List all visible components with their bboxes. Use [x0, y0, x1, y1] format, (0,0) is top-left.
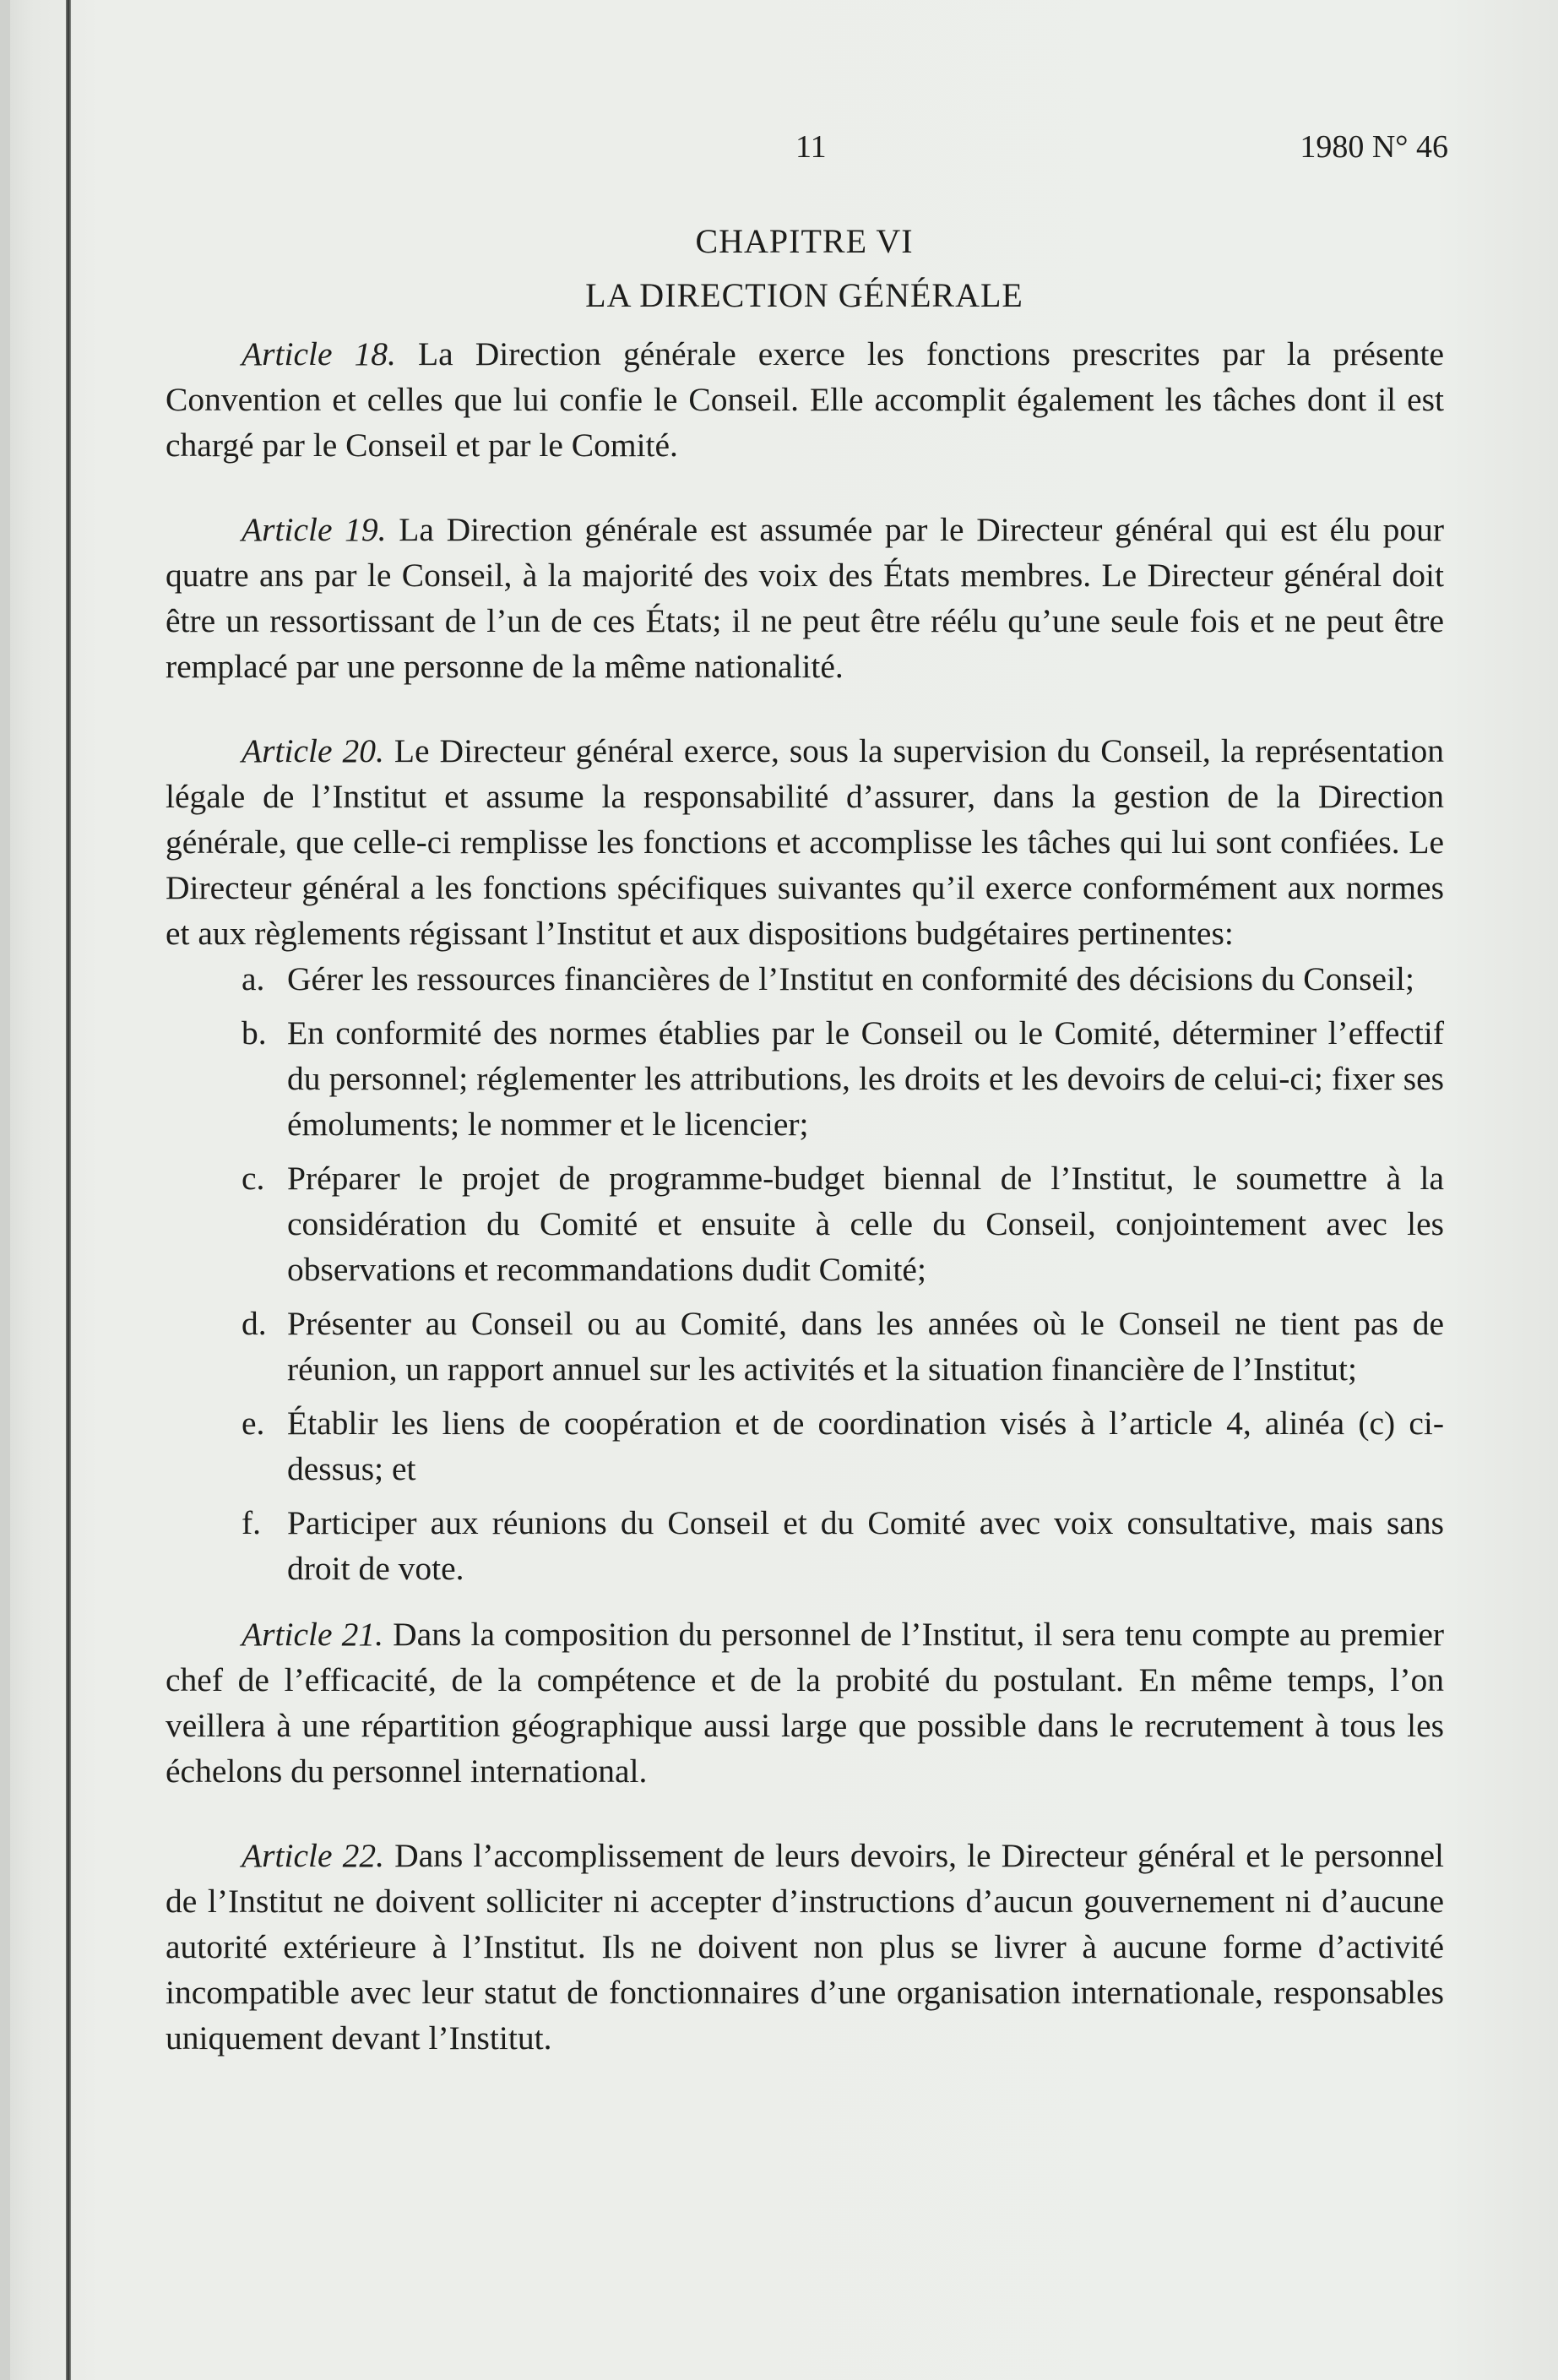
list-item	[166, 956, 1444, 1002]
list-item	[166, 1400, 1444, 1492]
list-item	[166, 1301, 1444, 1392]
binding-spine	[66, 0, 71, 2380]
item-letter: c.	[242, 1160, 265, 1197]
item-text: Préparer le projet de programme-budget biennal de l’Institut, le soumettre à la considération du Comité et ensuite à celle du Conseil, conjointement avec les observations et recommandations dudit Comité;	[287, 1160, 1444, 1288]
article-19	[166, 507, 1444, 689]
item-letter: a.	[242, 960, 265, 997]
chapter-number: CHAPITRE VI	[695, 222, 914, 260]
article-text: La Direction générale est assumée par le Directeur général qui est élu pour quatre ans par le Conseil, à la majorité des voix des États membres. Le Directeur général doit être un ressortissant de l’un de ces États; il ne peut être réélu qu’une seule fois et ne peut être remplacé par une personne de la même nationalité.	[166, 511, 1444, 685]
article-text: Dans l’accomplissement de leurs devoirs, le Directeur général et le personnel de l’Institut ne doivent solliciter ni accepter d’instructions d’aucun gouvernement ni d’aucune autorité extérieure à l’Institut. Ils ne doivent non plus se livrer à aucune forme d’activité incompatible avec leur statut de fonctionnaires d’une organisation internationale, responsables uniquement devant l’Institut.	[166, 1837, 1444, 2057]
item-letter: d.	[242, 1305, 267, 1342]
article-label: Article 19.	[242, 511, 387, 548]
item-letter: e.	[242, 1405, 265, 1442]
article-22	[166, 1833, 1444, 2061]
list-item	[166, 1155, 1444, 1292]
article-label: Article 20.	[242, 732, 384, 769]
article-text: La Direction générale exerce les fonctions prescrites par la présente Convention et celles que lui confie le Conseil. Elle accomplit également les tâches dont il est chargé par le Conseil et par le Comité.	[166, 335, 1444, 464]
binding-edge	[0, 0, 10, 2380]
article-label: Article 18.	[242, 335, 396, 372]
article-21	[166, 1611, 1444, 1794]
list-item	[166, 1010, 1444, 1147]
list-item	[166, 1500, 1444, 1591]
document-reference: 1980 N° 46	[1300, 129, 1448, 165]
item-text: Participer aux réunions du Conseil et du Comité avec voix consultative, mais sans droit de vote.	[287, 1504, 1444, 1587]
article-label: Article 21.	[242, 1616, 384, 1653]
item-text: Établir les liens de coopération et de coordination visés à l’article 4, alinéa (c) ci-dessus; et	[287, 1405, 1444, 1487]
article-label: Article 22.	[242, 1837, 384, 1874]
article-text: Dans la composition du personnel de l’Institut, il sera tenu compte au premier chef de l’efficacité, de la compétence et de la probité du postulant. En même temps, l’on veillera à une répartition géographique aussi large que possible dans le recrutement à tous les échelons du personnel international.	[166, 1616, 1444, 1790]
document-body	[166, 331, 1444, 2100]
page-header	[0, 128, 1558, 179]
chapter-title: LA DIRECTION GÉNÉRALE	[585, 276, 1023, 314]
page-number: 11	[795, 129, 827, 165]
item-text: En conformité des normes établies par le Conseil ou le Comité, déterminer l’effectif du personnel; réglementer les attributions, les droits et les devoirs de celui-ci; fixer ses émoluments; le nommer et le licencier;	[287, 1014, 1444, 1143]
article-20	[166, 728, 1444, 956]
article-20-list	[166, 956, 1444, 1591]
article-18	[166, 331, 1444, 468]
item-letter: b.	[242, 1014, 267, 1051]
item-text: Gérer les ressources financières de l’Institut en conformité des décisions du Conseil;	[287, 960, 1414, 997]
article-text: Le Directeur général exerce, sous la supervision du Conseil, la représentation légale de l’Institut et assume la responsabilité d’assurer, dans la gestion de la Direction générale, que celle-ci remplisse les fonctions et accomplisse les tâches qui lui sont confiées. Le Directeur général a les fonctions spécifiques suivantes qu’il exerce conformément aux normes et aux règlements régissant l’Institut et aux dispositions budgétaires pertinentes:	[166, 732, 1445, 952]
item-text: Présenter au Conseil ou au Comité, dans les années où le Conseil ne tient pas de réunion, un rapport annuel sur les activités et la situation financière de l’Institut;	[287, 1305, 1444, 1388]
item-letter: f.	[242, 1504, 262, 1541]
